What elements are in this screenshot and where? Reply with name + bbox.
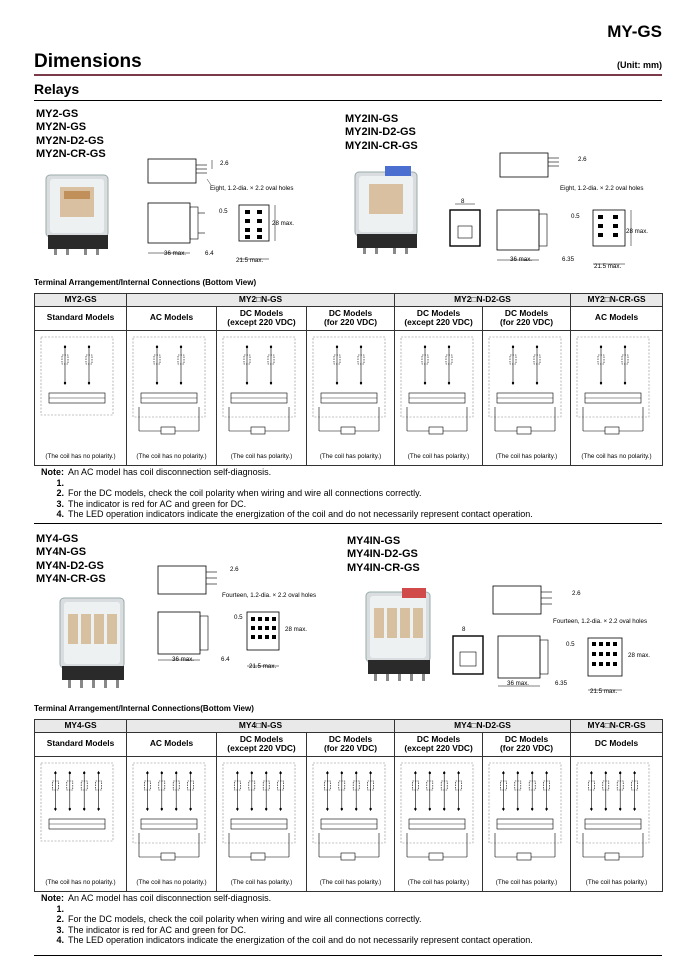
terminal-section-title: Terminal Arrangement/Internal Connections (Bottom View) bbox=[34, 278, 257, 287]
wiring-diagram bbox=[131, 761, 211, 876]
model-name: MY4N-D2-GS bbox=[36, 559, 104, 572]
polarity-note: (The coil has no polarity.) bbox=[136, 453, 207, 460]
dim-label: 28 max. bbox=[285, 626, 308, 633]
group-header: MY4□N-D2-GS bbox=[395, 720, 571, 733]
wiring-diagram bbox=[311, 761, 391, 876]
wiring-diagram-cell bbox=[35, 757, 126, 891]
wiring-diagram-cell bbox=[127, 331, 216, 465]
notes-label: Note: bbox=[41, 893, 64, 903]
unit-label: (Unit: mm) bbox=[617, 60, 662, 70]
dim-label: 6.4 bbox=[205, 250, 214, 257]
polarity-note: (The coil has polarity.) bbox=[319, 453, 382, 460]
model-name: MY2IN-CR-GS bbox=[345, 139, 418, 152]
wiring-diagram-cell bbox=[395, 757, 482, 891]
dim-label: 21.5 max. bbox=[594, 263, 622, 270]
polarity-note: (The coil has polarity.) bbox=[230, 879, 293, 886]
column-header: DC Models (for 220 VDC) bbox=[307, 732, 395, 756]
wiring-diagram bbox=[39, 335, 119, 450]
model-name: MY2-GS bbox=[36, 108, 79, 120]
wiring-diagram bbox=[311, 335, 391, 450]
dimension-drawing-my2in bbox=[445, 148, 665, 270]
title-rule bbox=[34, 74, 662, 76]
column-header: Standard Models bbox=[35, 732, 127, 756]
dim-label: 6.4 bbox=[221, 656, 230, 663]
note-number: 1. bbox=[56, 903, 64, 914]
column-header: Standard Models bbox=[35, 306, 127, 330]
series-title: MY-GS bbox=[607, 22, 662, 41]
my2-model-list bbox=[36, 108, 106, 162]
terminal-table-my4 bbox=[34, 719, 663, 892]
section-title: Dimensions bbox=[34, 51, 142, 72]
model-name: MY4-GS bbox=[36, 533, 79, 545]
wiring-diagram bbox=[575, 335, 655, 450]
wiring-diagram-cell bbox=[395, 331, 482, 465]
note-number: 4. bbox=[56, 935, 64, 946]
column-header: DC Models (for 220 VDC) bbox=[483, 306, 571, 330]
polarity-note: (The coil has polarity.) bbox=[407, 879, 470, 886]
dim-label: 21.5 max. bbox=[590, 688, 618, 695]
dim-label: 21.5 max. bbox=[236, 257, 264, 264]
dim-label: 28 max. bbox=[626, 228, 649, 235]
note-number: 4. bbox=[56, 509, 64, 520]
dim-label: 2.6 bbox=[230, 566, 239, 573]
relay-photo-my2in bbox=[345, 160, 435, 255]
polarity-note: (The coil has polarity.) bbox=[495, 453, 558, 460]
dim-label: 36 max. bbox=[510, 256, 533, 263]
dim-label: 0.5 bbox=[234, 614, 243, 621]
bottom-rule bbox=[34, 955, 662, 956]
wiring-diagram-cell bbox=[307, 331, 394, 465]
dim-label: 36 max. bbox=[172, 656, 195, 663]
note-text: The indicator is red for AC and green for DC. bbox=[68, 498, 247, 509]
note-text: For the DC models, check the coil polarity when wiring and wire all connections correctly. bbox=[68, 914, 422, 925]
dim-label: Eight, 1.2-dia. × 2.2 oval holes bbox=[210, 185, 294, 192]
wiring-diagram-cell bbox=[571, 331, 662, 465]
model-name: MY2N-GS bbox=[36, 121, 87, 134]
model-name: MY4N-CR-GS bbox=[36, 573, 106, 586]
dim-label: Fourteen, 1.2-dia. × 2.2 oval holes bbox=[553, 618, 648, 625]
wiring-diagram bbox=[131, 335, 211, 450]
dim-label: Fourteen, 1.2-dia. × 2.2 oval holes bbox=[222, 592, 317, 599]
dim-label: 2.6 bbox=[572, 590, 581, 597]
notes-block-2 bbox=[34, 893, 654, 946]
wiring-diagram-cell bbox=[35, 331, 126, 465]
group-header: MY2-GS bbox=[35, 294, 127, 307]
notes-block-1 bbox=[34, 467, 654, 520]
note-text: The LED operation indicators indicate the energization of the coil and do not necessarily represent contact operation. bbox=[68, 935, 533, 946]
wiring-diagram bbox=[221, 761, 301, 876]
polarity-note: (The coil has polarity.) bbox=[319, 879, 382, 886]
column-header: AC Models bbox=[571, 306, 663, 330]
dim-label: 6.35 bbox=[555, 680, 568, 687]
subsection-title: Relays bbox=[34, 81, 80, 97]
note-text: The indicator is red for AC and green for DC. bbox=[68, 924, 247, 935]
column-header: DC Models (except 220 VDC) bbox=[217, 306, 307, 330]
dim-label: 8 bbox=[462, 626, 466, 633]
relay-photo-my4 bbox=[52, 592, 134, 692]
polarity-note: (The coil has no polarity.) bbox=[581, 453, 652, 460]
model-name: MY4IN-GS bbox=[347, 535, 401, 547]
dim-label: 28 max. bbox=[272, 220, 295, 227]
dim-label: 0.5 bbox=[571, 213, 580, 220]
dim-label: Eight, 1.2-dia. × 2.2 oval holes bbox=[560, 185, 644, 192]
polarity-note: (The coil has no polarity.) bbox=[136, 879, 207, 886]
note-number: 2. bbox=[56, 914, 64, 925]
polarity-note: (The coil has polarity.) bbox=[230, 453, 293, 460]
group-header: MY4□N-GS bbox=[127, 720, 395, 733]
model-name: MY4N-GS bbox=[36, 546, 87, 559]
dim-label: 6.35 bbox=[562, 256, 575, 263]
model-name: MY2N-D2-GS bbox=[36, 134, 104, 147]
dim-label: 28 max. bbox=[628, 652, 651, 659]
model-name: MY2IN-GS bbox=[345, 113, 399, 125]
model-name: MY4IN-CR-GS bbox=[347, 561, 420, 574]
polarity-note: (The coil has polarity.) bbox=[585, 879, 648, 886]
column-header: AC Models bbox=[127, 306, 217, 330]
wiring-diagram bbox=[399, 761, 479, 876]
note-number: 2. bbox=[56, 488, 64, 499]
dimension-drawing-my4in bbox=[448, 578, 664, 696]
polarity-note: (The coil has polarity.) bbox=[407, 453, 470, 460]
polarity-note: (The coil has no polarity.) bbox=[45, 879, 116, 886]
my4in-model-list bbox=[347, 535, 420, 575]
subsection-rule bbox=[34, 100, 662, 101]
note-text: An AC model has coil disconnection self-diagnosis. bbox=[68, 893, 272, 903]
terminal-section-title: Terminal Arrangement/Internal Connections(Bottom View) bbox=[34, 704, 254, 713]
block-divider bbox=[34, 523, 662, 524]
dim-label: 8 bbox=[461, 198, 465, 205]
group-header: MY2□N-CR-GS bbox=[571, 294, 663, 307]
column-header: DC Models (except 220 VDC) bbox=[395, 306, 483, 330]
wiring-diagram bbox=[221, 335, 301, 450]
model-name: MY2IN-D2-GS bbox=[345, 126, 416, 139]
note-number: 3. bbox=[56, 498, 64, 509]
group-header: MY4□N-CR-GS bbox=[571, 720, 663, 733]
dim-label: 2.6 bbox=[220, 160, 229, 167]
note-text: An AC model has coil disconnection self-diagnosis. bbox=[68, 467, 272, 477]
dim-label: 36 max. bbox=[507, 680, 530, 687]
column-header: DC Models (for 220 VDC) bbox=[307, 306, 395, 330]
note-number: 1. bbox=[56, 477, 64, 488]
dim-label: 36 max. bbox=[164, 250, 187, 257]
wiring-diagram bbox=[39, 761, 119, 876]
wiring-diagram bbox=[487, 761, 567, 876]
dim-label: 21.5 max. bbox=[249, 663, 277, 670]
group-header: MY2□N-D2-GS bbox=[395, 294, 571, 307]
model-name: MY4IN-D2-GS bbox=[347, 548, 418, 561]
wiring-diagram-cell bbox=[217, 757, 306, 891]
column-header: DC Models (except 220 VDC) bbox=[395, 732, 483, 756]
column-header: DC Models bbox=[571, 732, 663, 756]
relay-photo-my2 bbox=[38, 165, 120, 257]
wiring-diagram-cell bbox=[483, 331, 570, 465]
relay-photo-my4in bbox=[358, 584, 448, 682]
polarity-note: (The coil has polarity.) bbox=[495, 879, 558, 886]
wiring-diagram bbox=[487, 335, 567, 450]
model-name: MY2N-CR-GS bbox=[36, 148, 106, 161]
my2in-model-list bbox=[345, 113, 418, 153]
polarity-note: (The coil has no polarity.) bbox=[45, 453, 116, 460]
note-text: The LED operation indicators indicate the energization of the coil and do not necessarily represent contact operation. bbox=[68, 509, 533, 520]
note-number: 3. bbox=[56, 924, 64, 935]
dim-label: 0.5 bbox=[219, 208, 228, 215]
terminal-table-my2 bbox=[34, 293, 663, 466]
wiring-diagram bbox=[399, 335, 479, 450]
dim-label: 2.6 bbox=[578, 156, 587, 163]
group-header: MY2□N-GS bbox=[127, 294, 395, 307]
column-header: AC Models bbox=[127, 732, 217, 756]
wiring-diagram-cell bbox=[483, 757, 570, 891]
column-header: DC Models (except 220 VDC) bbox=[217, 732, 307, 756]
column-header: DC Models (for 220 VDC) bbox=[483, 732, 571, 756]
notes-label: Note: bbox=[41, 467, 64, 477]
group-header: MY4-GS bbox=[35, 720, 127, 733]
wiring-diagram-cell bbox=[217, 331, 306, 465]
wiring-diagram-cell bbox=[571, 757, 662, 891]
note-text: For the DC models, check the coil polarity when wiring and wire all connections correctly. bbox=[68, 488, 422, 499]
wiring-diagram bbox=[575, 761, 655, 876]
dim-label: 0.5 bbox=[566, 641, 575, 648]
wiring-diagram-cell bbox=[127, 757, 216, 891]
my4-model-list bbox=[36, 533, 106, 587]
wiring-diagram-cell bbox=[307, 757, 394, 891]
